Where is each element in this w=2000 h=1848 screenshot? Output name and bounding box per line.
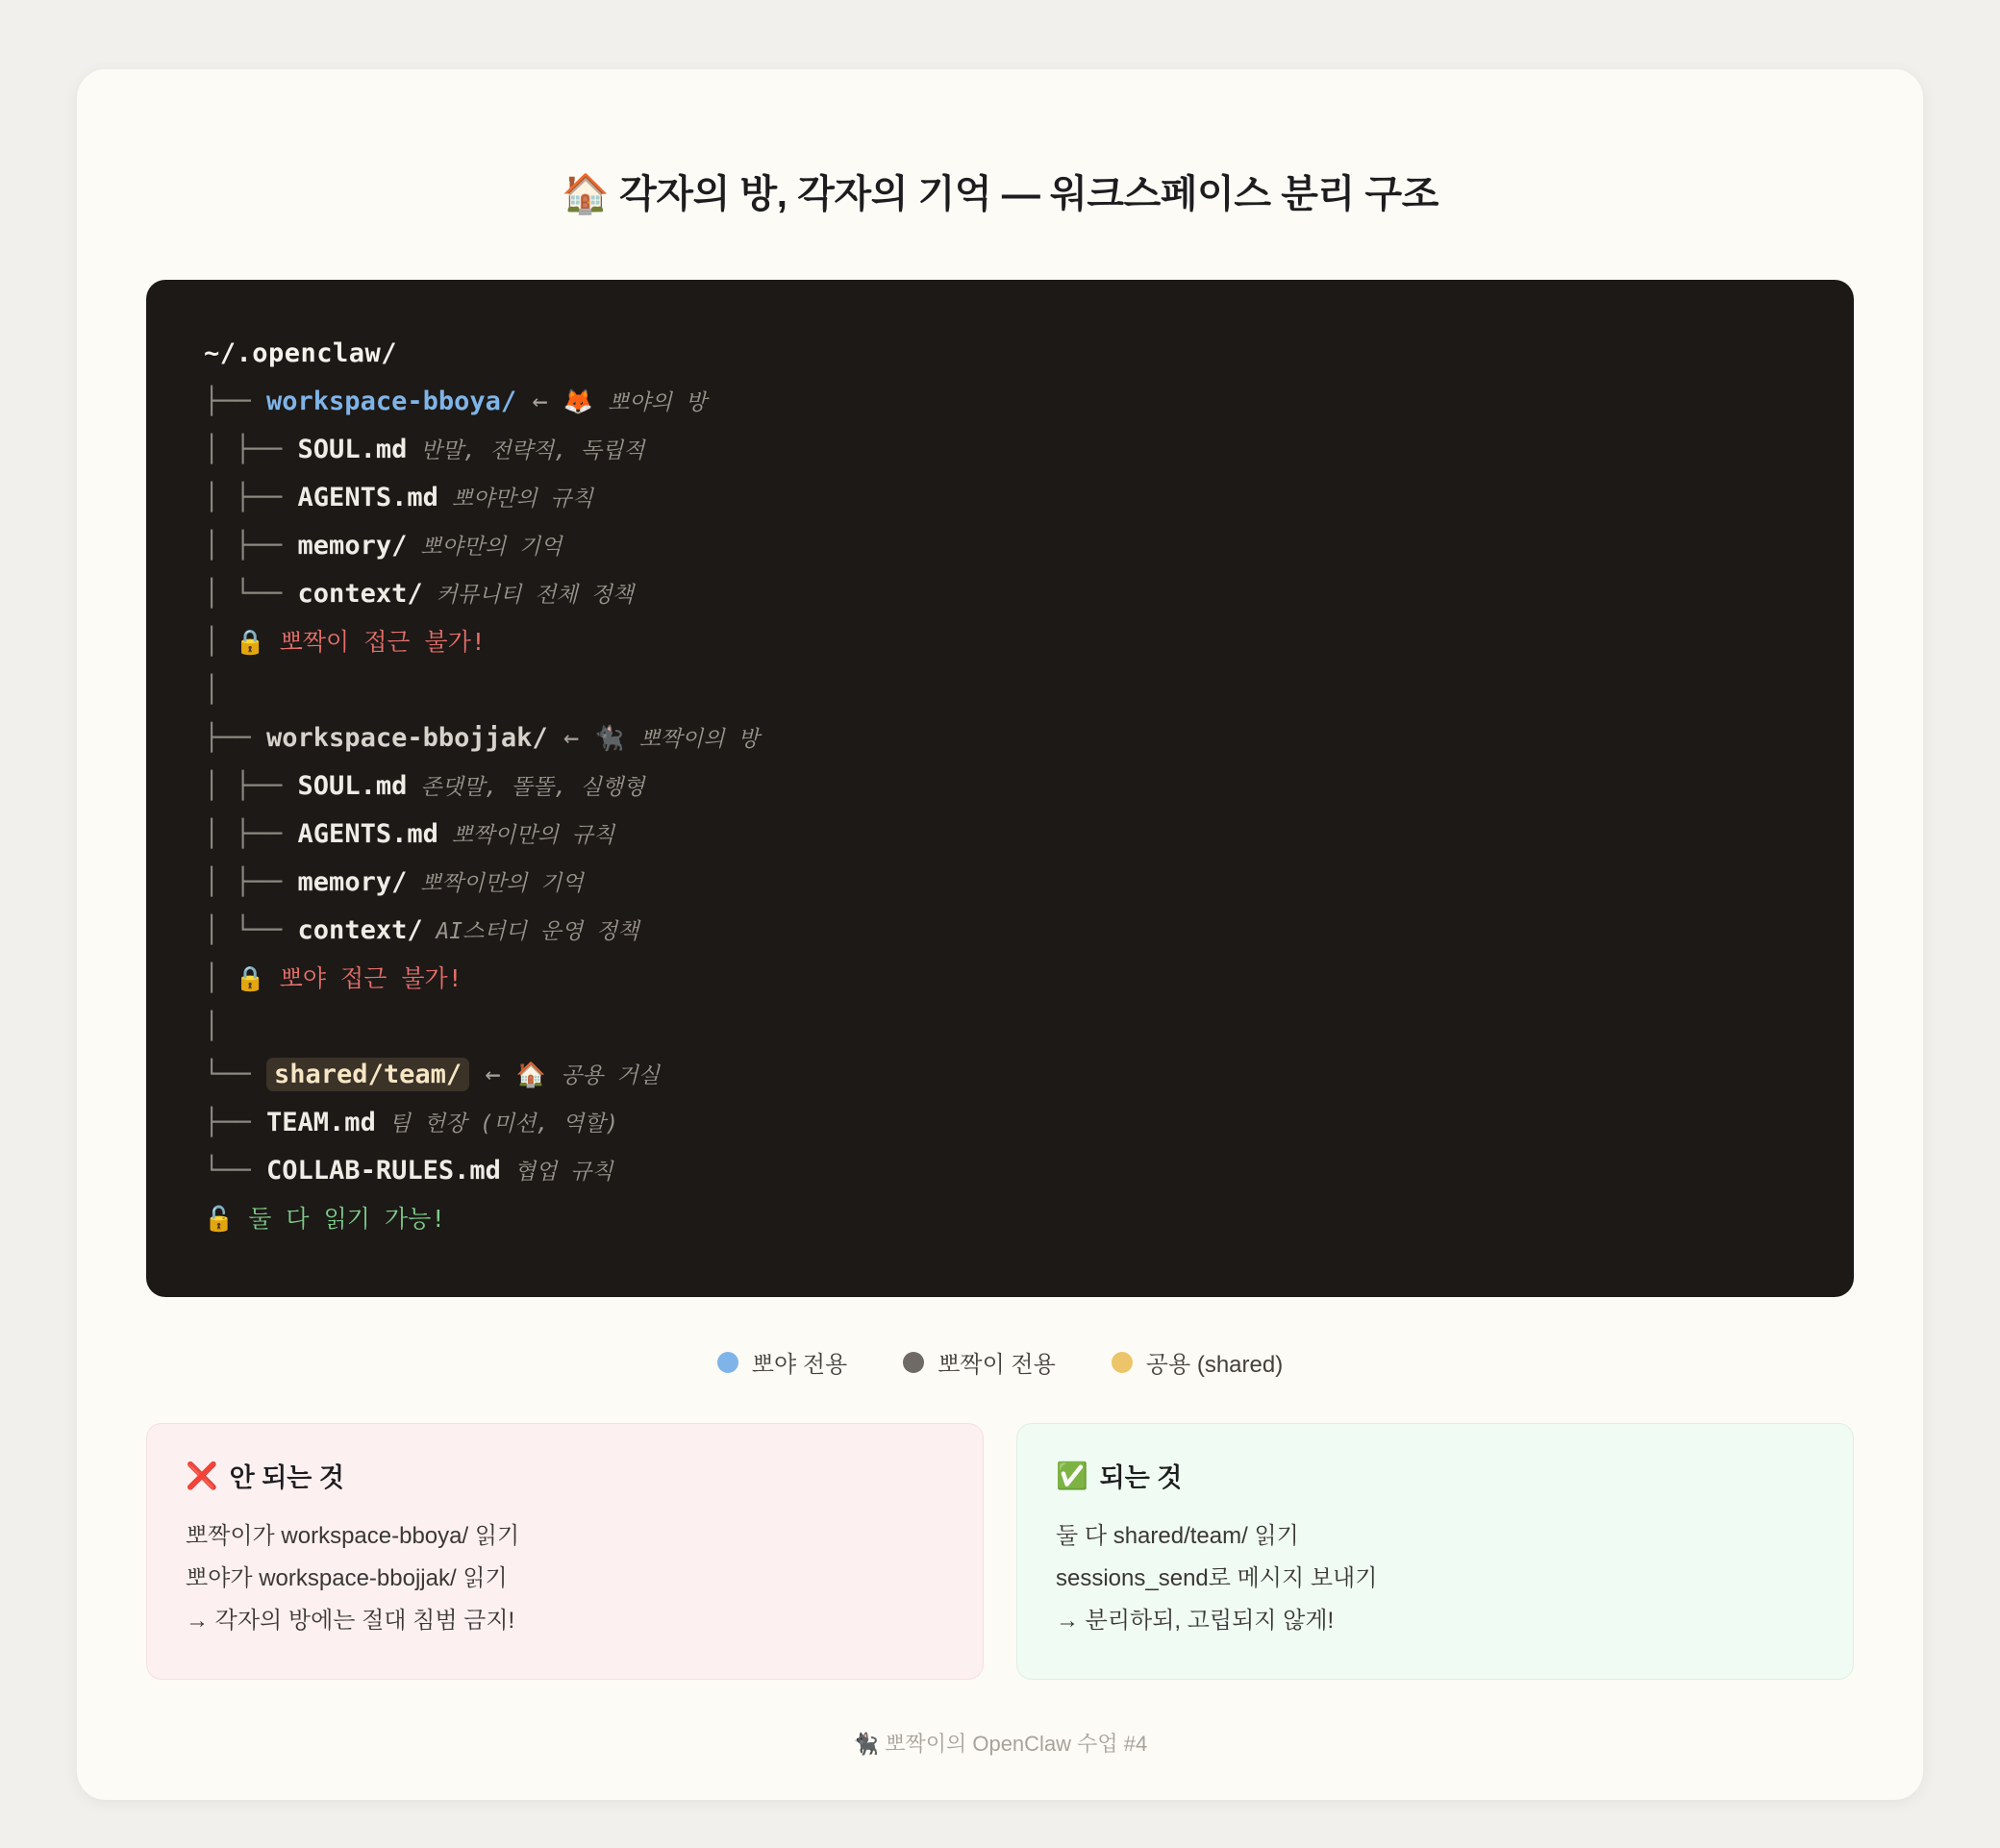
tree-branch-glyph: │ [204, 675, 220, 705]
tree-row [204, 618, 1796, 666]
rules-boxes [146, 1423, 1854, 1680]
tree-node-note: 뽀야만의 기억 [407, 535, 562, 560]
access-note: 둘 다 읽기 가능! [248, 1205, 446, 1233]
tree-node-note: 커뮤니티 전체 정책 [422, 583, 634, 608]
tree-node-name: context/ [297, 579, 423, 609]
tree-branch-glyph: │ [204, 963, 236, 993]
tree-branch-glyph: │ ├── [204, 531, 298, 561]
legend-label: 공용 (shared) [1145, 1352, 1284, 1378]
tree-node-name: memory/ [297, 867, 408, 897]
legend-label: 뽀야 전용 [751, 1352, 848, 1378]
tree-root-path: ~/.openclaw/ [204, 338, 398, 368]
arrow-icon: ← [516, 387, 563, 416]
tree-node-note: AI스터디 운영 정책 [422, 919, 639, 944]
legend-item-shared [1112, 1345, 1283, 1379]
not-allowed-line: 뽀야가 workspace-bbojjak/ 읽기 [186, 1565, 508, 1591]
tree-row [204, 1099, 1796, 1147]
tree-node-note: 뽀야만의 규칙 [438, 487, 593, 512]
tree-row [204, 666, 1796, 714]
tree-row [204, 474, 1796, 522]
tree-node-name: memory/ [297, 531, 408, 561]
access-note: 뽀짝이 접근 불가! [279, 628, 486, 656]
tree-branch-glyph: └── [204, 1060, 267, 1089]
tree-row [204, 522, 1796, 570]
allowed-heading [1056, 1457, 1814, 1494]
not-allowed-heading [186, 1457, 944, 1494]
legend-dot-icon [717, 1352, 738, 1373]
tree-row [204, 426, 1796, 474]
legend-label: 뽀짝이 전용 [938, 1352, 1056, 1378]
tree-row [204, 1195, 1796, 1243]
tree-row [204, 1147, 1796, 1195]
tree-row [204, 811, 1796, 859]
tree-branch-glyph: │ [204, 627, 236, 657]
cross-mark-icon: ❌ [186, 1461, 218, 1490]
access-note: 뽀야 접근 불가! [279, 964, 462, 992]
tree-branch-glyph: └── [204, 1156, 267, 1186]
not-allowed-title: 안 되는 것 [229, 1463, 344, 1492]
owner-avatar-icon: 🐈‍⬛ [594, 724, 639, 752]
check-mark-icon: ✅ [1056, 1461, 1088, 1490]
tree-node-note: 뽀짝이의 방 [638, 727, 760, 752]
tree-node-name: TEAM.md [266, 1108, 376, 1137]
tree-node-note: 반말, 전략적, 독립적 [407, 438, 645, 463]
legend [146, 1345, 1854, 1379]
allowed-title: 되는 것 [1099, 1463, 1183, 1492]
tree-branch-glyph: ├── [204, 1108, 267, 1137]
tree-branch-glyph: │ ├── [204, 867, 298, 897]
tree-node-note: 존댓말, 똘똘, 실행형 [407, 775, 645, 800]
tree-node-note: 공용 거실 [561, 1063, 660, 1088]
tree-branch-glyph: │ [204, 1011, 220, 1041]
not-allowed-line: → 각자의 방에는 절대 침범 금지! [186, 1608, 515, 1634]
tree-branch-glyph: │ ├── [204, 483, 298, 512]
allowed-line: → 분리하되, 고립되지 않게! [1056, 1608, 1335, 1634]
tree-row [204, 570, 1796, 618]
tree-node-note: 뽀짝이만의 기억 [407, 871, 584, 896]
tree-row [204, 955, 1796, 1003]
tree-node-name: workspace-bbojjak/ [266, 723, 548, 753]
tree-node-name: SOUL.md [297, 771, 408, 801]
tree-rows [204, 378, 1796, 1243]
tree-row [204, 714, 1796, 762]
footer-credit: 🐈‍⬛ 뽀짝이의 OpenClaw 수업 #4 [852, 1732, 1148, 1756]
legend-dot-icon [903, 1352, 924, 1373]
tree-branch-glyph: │ └── [204, 915, 298, 945]
tree-node-note: 뽀짝이만의 규칙 [438, 823, 615, 848]
tree-node-name: AGENTS.md [297, 819, 438, 849]
allowed-line: 둘 다 shared/team/ 읽기 [1056, 1523, 1299, 1549]
tree-branch-glyph: ├── [204, 723, 267, 753]
tree-node-note: 협업 규칙 [500, 1160, 613, 1185]
workspace-tree-terminal [146, 280, 1854, 1297]
tree-branch-glyph: │ └── [204, 579, 298, 609]
tree-node-note: 팀 헌장 (미션, 역할) [375, 1111, 619, 1136]
owner-avatar-icon: 🦊 [562, 387, 609, 415]
tree-row [204, 1003, 1796, 1051]
tree-node-name: COLLAB-RULES.md [266, 1156, 501, 1186]
unlocked-icon: 🔓 [204, 1205, 249, 1233]
tree-row [204, 1051, 1796, 1099]
tree-branch-glyph: ├── [204, 387, 267, 416]
tree-row [204, 859, 1796, 907]
locked-icon: 🔒 [235, 964, 280, 992]
allowed-line: sessions_send로 메시지 보내기 [1056, 1565, 1378, 1591]
legend-item-bbojjak [903, 1345, 1056, 1379]
not-allowed-box [146, 1423, 984, 1680]
owner-avatar-icon: 🏠 [515, 1061, 562, 1088]
tree-node-note: 뽀야의 방 [608, 390, 707, 415]
allowed-box [1016, 1423, 1854, 1680]
locked-icon: 🔒 [235, 628, 280, 656]
legend-item-bboya [717, 1345, 847, 1379]
not-allowed-line: 뽀짝이가 workspace-bboya/ 읽기 [186, 1523, 520, 1549]
tree-row [204, 907, 1796, 955]
tree-row [204, 378, 1796, 426]
legend-dot-icon [1112, 1352, 1133, 1373]
content-card [77, 69, 1923, 1800]
page-title: 🏠 각자의 방, 각자의 기억 — 워크스페이스 분리 구조 [562, 173, 1438, 215]
tree-node-name: SOUL.md [297, 435, 408, 464]
arrow-icon: ← [469, 1060, 516, 1089]
tree-node-name: shared/team/ [266, 1058, 469, 1091]
tree-node-name: workspace-bboya/ [266, 387, 517, 416]
tree-node-name: AGENTS.md [297, 483, 438, 512]
tree-row [204, 762, 1796, 811]
tree-branch-glyph: │ ├── [204, 819, 298, 849]
tree-branch-glyph: │ ├── [204, 771, 298, 801]
arrow-icon: ← [547, 723, 595, 753]
tree-branch-glyph: │ ├── [204, 435, 298, 464]
tree-node-name: context/ [297, 915, 423, 945]
